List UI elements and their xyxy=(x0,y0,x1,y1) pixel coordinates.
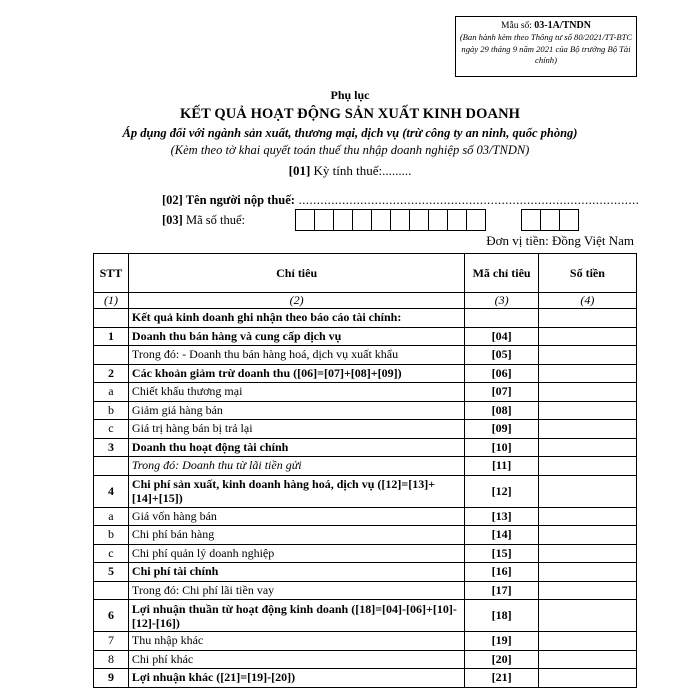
row-code: [20] xyxy=(465,650,538,669)
row-stt: c xyxy=(94,544,129,563)
tax-id-digit-box[interactable] xyxy=(295,209,315,231)
row-code: [06] xyxy=(465,364,538,383)
index-cell: (2) xyxy=(128,293,464,309)
row-amount-cell[interactable] xyxy=(538,327,636,346)
table-row xyxy=(94,507,637,526)
row-stt xyxy=(94,346,129,365)
table-row xyxy=(94,632,637,651)
table-row xyxy=(94,581,637,600)
row-code: [17] xyxy=(465,581,538,600)
row-code: [13] xyxy=(465,507,538,526)
index-cell: (1) xyxy=(94,293,129,309)
table-row xyxy=(94,669,637,688)
tax-id-digit-box[interactable] xyxy=(447,209,467,231)
row-amount-cell[interactable] xyxy=(538,346,636,365)
row-name: Doanh thu hoạt động tài chính xyxy=(128,438,464,457)
table-row xyxy=(94,383,637,402)
row-amount-cell[interactable] xyxy=(538,401,636,420)
row-stt: 8 xyxy=(94,650,129,669)
row-code: [19] xyxy=(465,632,538,651)
row-amount-cell[interactable] xyxy=(538,581,636,600)
row-stt: 2 xyxy=(94,364,129,383)
row-stt: b xyxy=(94,401,129,420)
row-amount-cell[interactable] xyxy=(538,526,636,545)
row-stt: 6 xyxy=(94,600,129,632)
row-name: Giá vốn hàng bán xyxy=(128,507,464,526)
row-amount-cell[interactable] xyxy=(538,650,636,669)
row-name: Chi phí bán hàng xyxy=(128,526,464,545)
page-subtitle: Áp dụng đối với ngành sản xuất, thương mại, dịch vụ (trừ công ty an ninh, quốc phòng) xyxy=(122,126,578,140)
tax-id-label: Mã số thuế: xyxy=(182,213,245,227)
page-title: KẾT QUẢ HOẠT ĐỘNG SẢN XUẤT KINH DOANH xyxy=(179,106,521,122)
row-amount-cell[interactable] xyxy=(538,600,636,632)
tax-id-digit-box[interactable] xyxy=(409,209,429,231)
table-row xyxy=(94,309,637,328)
table-row xyxy=(94,544,637,563)
row-amount-cell[interactable] xyxy=(538,420,636,439)
row-stt: b xyxy=(94,526,129,545)
index-cell: (3) xyxy=(465,293,538,309)
row-amount-cell[interactable] xyxy=(538,475,636,507)
row-code: [05] xyxy=(465,346,538,365)
row-name: Giảm giá hàng bán xyxy=(128,401,464,420)
row-name: Trong đó: Chi phí lãi tiền vay xyxy=(128,581,464,600)
row-name: Thu nhập khác xyxy=(128,632,464,651)
row-code: [14] xyxy=(465,526,538,545)
row-name: Chi phí khác xyxy=(128,650,464,669)
header-name: Chỉ tiêu xyxy=(128,254,464,293)
tax-id-branch-box[interactable] xyxy=(521,209,541,231)
table-row xyxy=(94,401,637,420)
row-code: [04] xyxy=(465,327,538,346)
row-stt: a xyxy=(94,383,129,402)
row-name: Lợi nhuận thuần từ hoạt động kinh doanh ([18]=[04]-[06]+[10]-[12]-[16]) xyxy=(128,600,464,632)
table-row xyxy=(94,457,637,476)
row-amount-cell[interactable] xyxy=(538,457,636,476)
table-row xyxy=(94,650,637,669)
row-amount-cell[interactable] xyxy=(538,383,636,402)
index-cell: (4) xyxy=(538,293,636,309)
row-name: Các khoản giảm trừ doanh thu ([06]=[07]+[08]+[09]) xyxy=(128,364,464,383)
table-row xyxy=(94,526,637,545)
row-name: Chi phí sản xuất, kinh doanh hàng hoá, dịch vụ ([12]=[13]+[14]+[15]) xyxy=(128,475,464,507)
header-amount: Số tiền xyxy=(538,254,636,293)
row-name: Trong đó: - Doanh thu bán hàng hoá, dịch vụ xuất khẩu xyxy=(128,346,464,365)
row-stt xyxy=(94,457,129,476)
table-row xyxy=(94,364,637,383)
row-code: [08] xyxy=(465,401,538,420)
table-row xyxy=(94,438,637,457)
row-code: [09] xyxy=(465,420,538,439)
tax-id-line xyxy=(162,213,245,228)
tax-id-digit-box[interactable] xyxy=(466,209,486,231)
header-code: Mã chỉ tiêu xyxy=(465,254,538,293)
row-code: [11] xyxy=(465,457,538,476)
form-number-box xyxy=(455,16,637,77)
table-row xyxy=(94,327,637,346)
row-name: Doanh thu bán hàng và cung cấp dịch vụ xyxy=(128,327,464,346)
row-stt: 4 xyxy=(94,475,129,507)
row-code xyxy=(465,309,538,328)
row-amount-cell[interactable] xyxy=(538,544,636,563)
row-stt: 7 xyxy=(94,632,129,651)
row-stt xyxy=(94,309,129,328)
row-stt: 3 xyxy=(94,438,129,457)
tax-id-branch-boxes[interactable] xyxy=(522,209,579,231)
table-row xyxy=(94,600,637,632)
table-row xyxy=(94,346,637,365)
tax-id-digit-box[interactable] xyxy=(371,209,391,231)
header-stt: STT xyxy=(94,254,129,293)
row-name: Chi phí quản lý doanh nghiệp xyxy=(128,544,464,563)
tax-id-digit-box[interactable] xyxy=(314,209,334,231)
row-code: [16] xyxy=(465,563,538,582)
row-code: [18] xyxy=(465,600,538,632)
row-amount-cell[interactable] xyxy=(538,507,636,526)
row-name: Giá trị hàng bán bị trả lại xyxy=(128,420,464,439)
tax-id-digit-box[interactable] xyxy=(352,209,372,231)
taxpayer-name-field[interactable]: .............................................................................................. xyxy=(294,193,640,207)
results-table xyxy=(93,253,637,688)
table-row xyxy=(94,475,637,507)
row-code: [12] xyxy=(465,475,538,507)
row-amount-cell[interactable] xyxy=(538,563,636,582)
table-row xyxy=(94,420,637,439)
row-stt: 5 xyxy=(94,563,129,582)
row-amount-cell[interactable] xyxy=(538,669,636,688)
tax-id-boxes[interactable] xyxy=(296,209,486,231)
tax-id-branch-box[interactable] xyxy=(540,209,560,231)
row-stt: a xyxy=(94,507,129,526)
tax-id-digit-box[interactable] xyxy=(428,209,448,231)
row-code: [15] xyxy=(465,544,538,563)
row-stt: 1 xyxy=(94,327,129,346)
appendix-label: Phụ lục xyxy=(330,88,370,102)
form-legal-note: (Ban hành kèm theo Thông tư số 80/2021/TT-BTC ngày 29 tháng 9 năm 2021 của Bộ trưởng Bộ Tài chính) xyxy=(459,32,633,65)
index-row xyxy=(94,293,637,309)
row-code: [07] xyxy=(465,383,538,402)
taxpayer-name-label: [02] Tên người nộp thuế: xyxy=(162,193,295,207)
tax-id-code: [03] xyxy=(162,213,183,227)
row-name: Lợi nhuận khác ([21]=[19]-[20]) xyxy=(128,669,464,688)
row-name: Chiết khấu thương mại xyxy=(128,383,464,402)
row-stt: c xyxy=(94,420,129,439)
form-code-label: Mẫu số: xyxy=(501,21,535,31)
row-amount-cell[interactable] xyxy=(538,632,636,651)
tax-period xyxy=(0,163,700,179)
form-code: 03-1A/TNDN xyxy=(534,20,591,31)
taxpayer-name-line xyxy=(162,193,639,208)
attachment-note: (Kèm theo tờ khai quyết toán thuế thu nhập doanh nghiệp số 03/TNDN) xyxy=(170,143,530,157)
row-amount-cell[interactable] xyxy=(538,364,636,383)
row-amount-cell[interactable] xyxy=(538,309,636,328)
tax-period-code: [01] xyxy=(288,163,311,178)
row-amount-cell[interactable] xyxy=(538,438,636,457)
tax-id-digit-box[interactable] xyxy=(333,209,353,231)
tax-period-label: Kỳ tính thuế:......... xyxy=(310,163,412,178)
tax-id-branch-box[interactable] xyxy=(559,209,579,231)
table-row xyxy=(94,563,637,582)
row-name: Trong đó: Doanh thu từ lãi tiền gửi xyxy=(128,457,464,476)
row-stt: 9 xyxy=(94,669,129,688)
row-name: Kết quả kinh doanh ghi nhận theo báo cáo tài chính: xyxy=(128,309,464,328)
tax-id-digit-box[interactable] xyxy=(390,209,410,231)
row-stt xyxy=(94,581,129,600)
row-code: [21] xyxy=(465,669,538,688)
row-code: [10] xyxy=(465,438,538,457)
row-name: Chi phí tài chính xyxy=(128,563,464,582)
currency-unit: Đơn vị tiền: Đồng Việt Nam xyxy=(486,233,634,248)
